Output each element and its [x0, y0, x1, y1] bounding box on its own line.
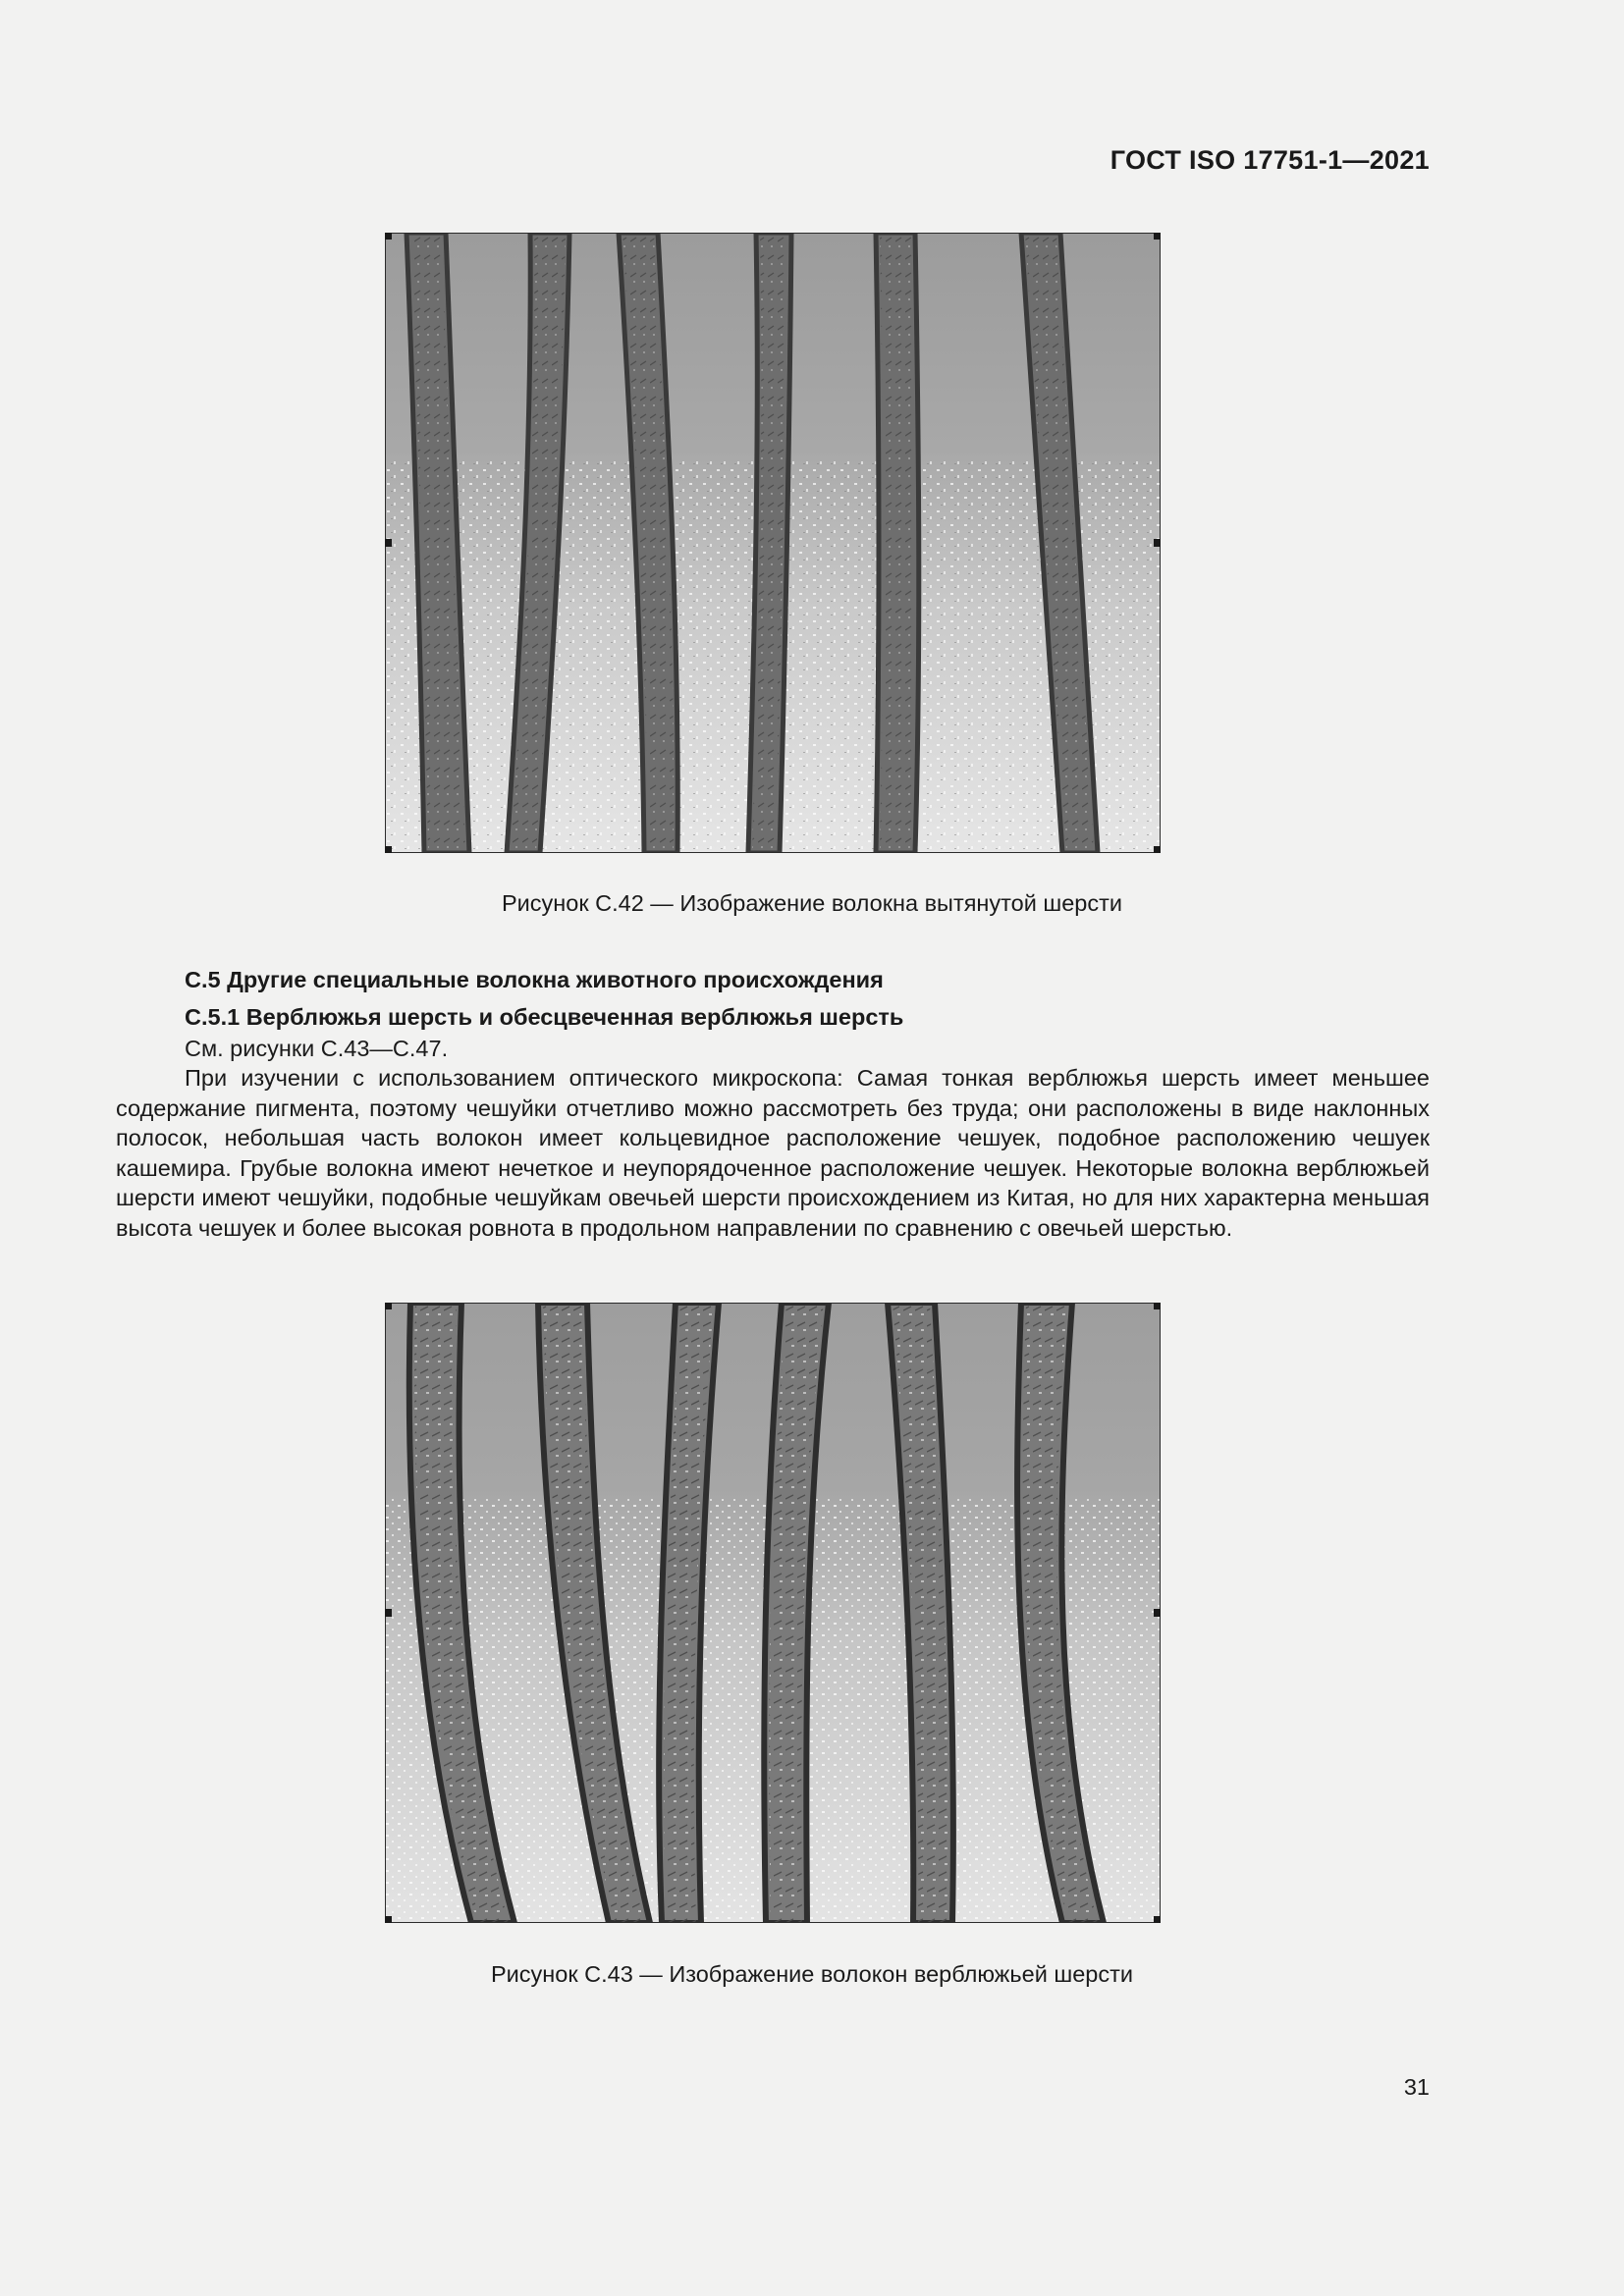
- subsection-heading: С.5.1 Верблюжья шерсть и обесцвеченная верблюжья шерсть: [185, 1004, 904, 1030]
- body-paragraph: При изучении с использованием оптического микроскопа: Самая тонкая верблюжья шерсть имеет меньшее содержание пигмента, поэтому чешуйки отчетливо можно рассмотреть без труда; они расположены в виде наклонных полосок, небольшая часть волокон имеет кольцевидное расположение чешуек, подобное расположению чешуек кашемира. Грубые волокна имеют нечеткое и неупорядоченное расположение чешуек. Некоторые волокна верблюжьей шерсти имеют чешуйки, подобные чешуйкам овечьей шерсти происхождением из Китая, но для них характерна меньшая высота чешуек и более высокая ровнота в продольном направлении по сравнению с овечьей шерстью.: [116, 1065, 1430, 1241]
- document-header: ГОСТ ISO 17751-1—2021: [1110, 145, 1430, 175]
- section-heading: С.5 Другие специальные волокна животного происхождения: [185, 967, 884, 992]
- figure-c42-micrograph: [385, 233, 1161, 853]
- figure-c43-micrograph: [385, 1303, 1161, 1923]
- figure-c43-caption: Рисунок С.43 — Изображение волокон верблюжьей шерсти: [490, 1961, 1134, 1987]
- figure-reference: См. рисунки С.43—С.47.: [185, 1036, 449, 1061]
- figure-c42-caption: Рисунок С.42 — Изображение волокна вытянутой шерсти: [501, 890, 1123, 916]
- page-number: 31: [1403, 2074, 1430, 2100]
